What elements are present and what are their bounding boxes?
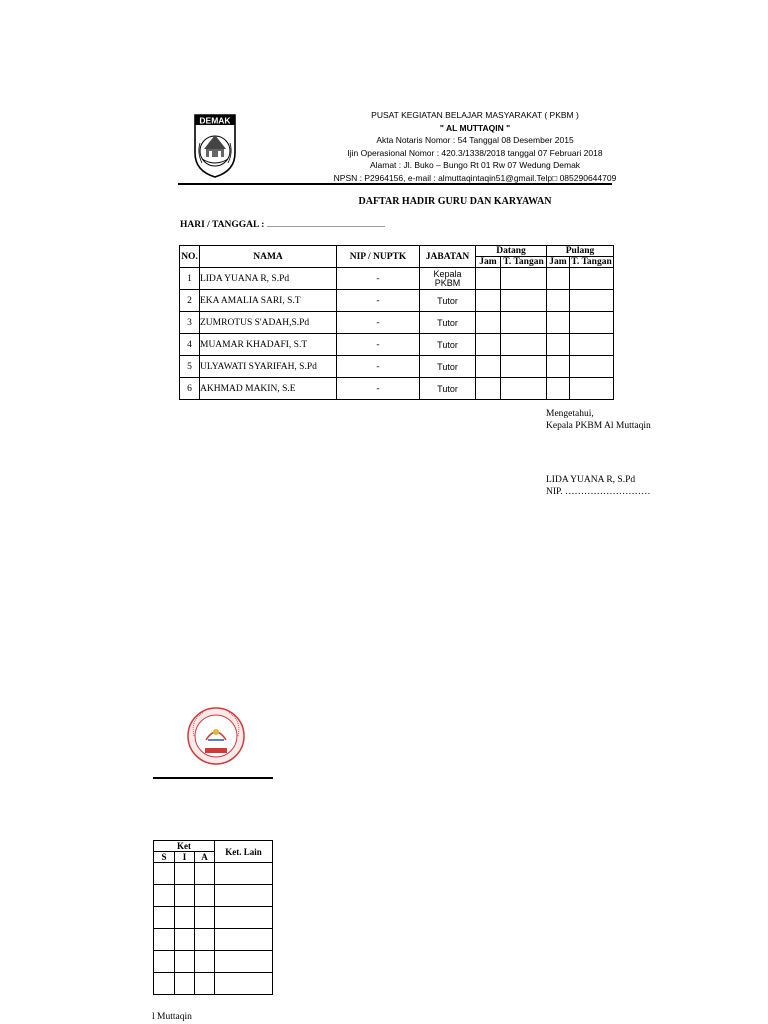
ket-cell — [175, 929, 195, 951]
signature-name: LIDA YUANA R, S.Pd — [546, 475, 636, 485]
datang-ttangan-header: T. Tangan — [501, 257, 547, 268]
header-line-2: " AL MUTTAQIN " — [439, 122, 511, 133]
row-nip: - — [337, 378, 420, 400]
cell-datang-ttangan — [501, 378, 547, 400]
header-line-3: Akta Notaris Nomor : 54 Tanggal 08 Desember 2015 — [376, 135, 574, 146]
cell-pulang-jam — [547, 378, 570, 400]
bottom-divider — [153, 777, 273, 779]
cell-datang-jam — [476, 268, 501, 290]
cell-datang-ttangan — [501, 334, 547, 356]
ket-row — [154, 885, 273, 907]
ket-cell — [195, 907, 215, 929]
row-no: 5 — [180, 356, 200, 378]
row-nama: AKHMAD MAKIN, S.E — [200, 378, 337, 400]
ket-lain-header: Ket. Lain — [215, 841, 273, 863]
ket-s-header: S — [154, 852, 175, 863]
institution-header — [305, 109, 645, 185]
pulang-jam-header: Jam — [547, 257, 570, 268]
row-nama: EKA AMALIA SARI, S.T — [200, 290, 337, 312]
header-line-1: PUSAT KEGIATAN BELAJAR MASYARAKAT ( PKBM ) — [371, 110, 579, 120]
ket-cell — [175, 951, 195, 973]
cell-pulang-ttangan — [570, 356, 614, 378]
ket-cell — [215, 907, 273, 929]
ket-cell — [215, 929, 273, 951]
cell-pulang-jam — [547, 312, 570, 334]
cell-datang-ttangan — [501, 290, 547, 312]
ket-cell — [154, 907, 175, 929]
date-label: HARI / TANGGAL : — [180, 220, 267, 230]
table-row — [180, 290, 614, 312]
ket-cell — [154, 885, 175, 907]
row-nama: LIDA YUANA R, S.Pd — [200, 268, 337, 290]
col-nama-header: NAMA — [200, 246, 337, 268]
table-row — [180, 378, 614, 400]
row-jabatan: Kepala PKBM — [420, 268, 476, 290]
col-pulang-header: Pulang — [547, 246, 614, 257]
ket-row — [154, 929, 273, 951]
row-jabatan: Tutor — [420, 334, 476, 356]
ket-cell — [154, 929, 175, 951]
ket-cell — [195, 951, 215, 973]
col-jabatan-header: JABATAN — [420, 246, 476, 268]
table-row — [180, 312, 614, 334]
col-nip-header: NIP / NUPTK — [337, 246, 420, 268]
cell-pulang-jam — [547, 356, 570, 378]
cell-pulang-jam — [547, 290, 570, 312]
pkbm-stamp-logo — [186, 706, 246, 766]
ket-a-header: A — [195, 852, 215, 863]
demak-logo — [192, 113, 238, 179]
ket-cell — [154, 951, 175, 973]
col-datang-header: Datang — [476, 246, 547, 257]
cell-pulang-ttangan — [570, 268, 614, 290]
signature-nip: NIP. ……………………… — [546, 486, 651, 497]
attendance-table — [179, 245, 614, 400]
row-no: 6 — [180, 378, 200, 400]
ket-cell — [215, 973, 273, 995]
cell-datang-ttangan — [501, 268, 547, 290]
row-jabatan: Tutor — [420, 378, 476, 400]
document-title: DAFTAR HADIR GURU DAN KARYAWAN — [358, 196, 552, 207]
row-nip: - — [337, 290, 420, 312]
row-no: 1 — [180, 268, 200, 290]
row-jabatan: Tutor — [420, 290, 476, 312]
cell-datang-ttangan — [501, 312, 547, 334]
cell-pulang-ttangan — [570, 290, 614, 312]
cell-datang-jam — [476, 334, 501, 356]
ket-header: Ket — [154, 841, 215, 852]
ket-cell — [154, 863, 175, 885]
signature-mengetahui: Mengetahui, — [546, 409, 594, 419]
ket-cell — [195, 885, 215, 907]
table-row — [180, 268, 614, 290]
cell-pulang-ttangan — [570, 312, 614, 334]
row-nama: ULYAWATI SYARIFAH, S.Pd — [200, 356, 337, 378]
row-jabatan: Tutor — [420, 356, 476, 378]
svg-text:DEMAK: DEMAK — [199, 115, 231, 126]
row-jabatan: Tutor — [420, 312, 476, 334]
cell-pulang-jam — [547, 334, 570, 356]
row-no: 3 — [180, 312, 200, 334]
ket-cell — [175, 907, 195, 929]
row-nama: ZUMROTUS S'ADAH,S.Pd — [200, 312, 337, 334]
ket-cell — [175, 885, 195, 907]
cell-pulang-jam — [547, 268, 570, 290]
date-dots: ...................................................................................................................... — [266, 223, 385, 229]
signature-name-block — [546, 475, 651, 498]
ket-cell — [215, 863, 273, 885]
date-line — [180, 220, 385, 230]
row-no: 2 — [180, 290, 200, 312]
signature-role: Kepala PKBM Al Muttaqin — [546, 420, 651, 431]
cell-datang-jam — [476, 312, 501, 334]
row-nip: - — [337, 356, 420, 378]
cell-datang-ttangan — [501, 356, 547, 378]
header-line-4: Ijin Operasional Nomor : 420.3/1338/2018 tanggal 07 Februari 2018 — [347, 147, 603, 158]
ket-row — [154, 951, 273, 973]
footer-text: l Muttaqin — [152, 1012, 192, 1022]
cell-datang-jam — [476, 356, 501, 378]
ket-table — [153, 840, 273, 995]
ket-cell — [154, 973, 175, 995]
ket-row — [154, 907, 273, 929]
ket-row — [154, 973, 273, 995]
row-nip: - — [337, 268, 420, 290]
ket-cell — [215, 885, 273, 907]
ket-cell — [175, 973, 195, 995]
header-divider — [178, 183, 612, 185]
table-row — [180, 334, 614, 356]
datang-jam-header: Jam — [476, 257, 501, 268]
col-no-header: NO. — [180, 246, 200, 268]
signature-block — [546, 409, 651, 432]
row-no: 4 — [180, 334, 200, 356]
header-line-6: NPSN : P2964156, e-mail : almuttaqintaqin51@gmail.Telp□ 085290644709 — [333, 172, 617, 183]
table-row — [180, 356, 614, 378]
cell-datang-jam — [476, 378, 501, 400]
ket-cell — [195, 973, 215, 995]
ket-cell — [195, 863, 215, 885]
row-nip: - — [337, 312, 420, 334]
ket-cell — [195, 929, 215, 951]
row-nip: - — [337, 334, 420, 356]
pulang-ttangan-header: T. Tangan — [571, 257, 612, 267]
header-line-5: Alamat : Jl. Buko – Bungo Rt 01 Rw 07 Wedung Demak — [369, 160, 581, 171]
ket-row — [154, 863, 273, 885]
row-nama: MUAMAR KHADAFI, S.T — [200, 334, 337, 356]
cell-pulang-ttangan — [570, 378, 614, 400]
ket-cell — [175, 863, 195, 885]
ket-i-header: I — [175, 852, 195, 863]
ket-cell — [215, 951, 273, 973]
cell-datang-jam — [476, 290, 501, 312]
cell-pulang-ttangan — [570, 334, 614, 356]
